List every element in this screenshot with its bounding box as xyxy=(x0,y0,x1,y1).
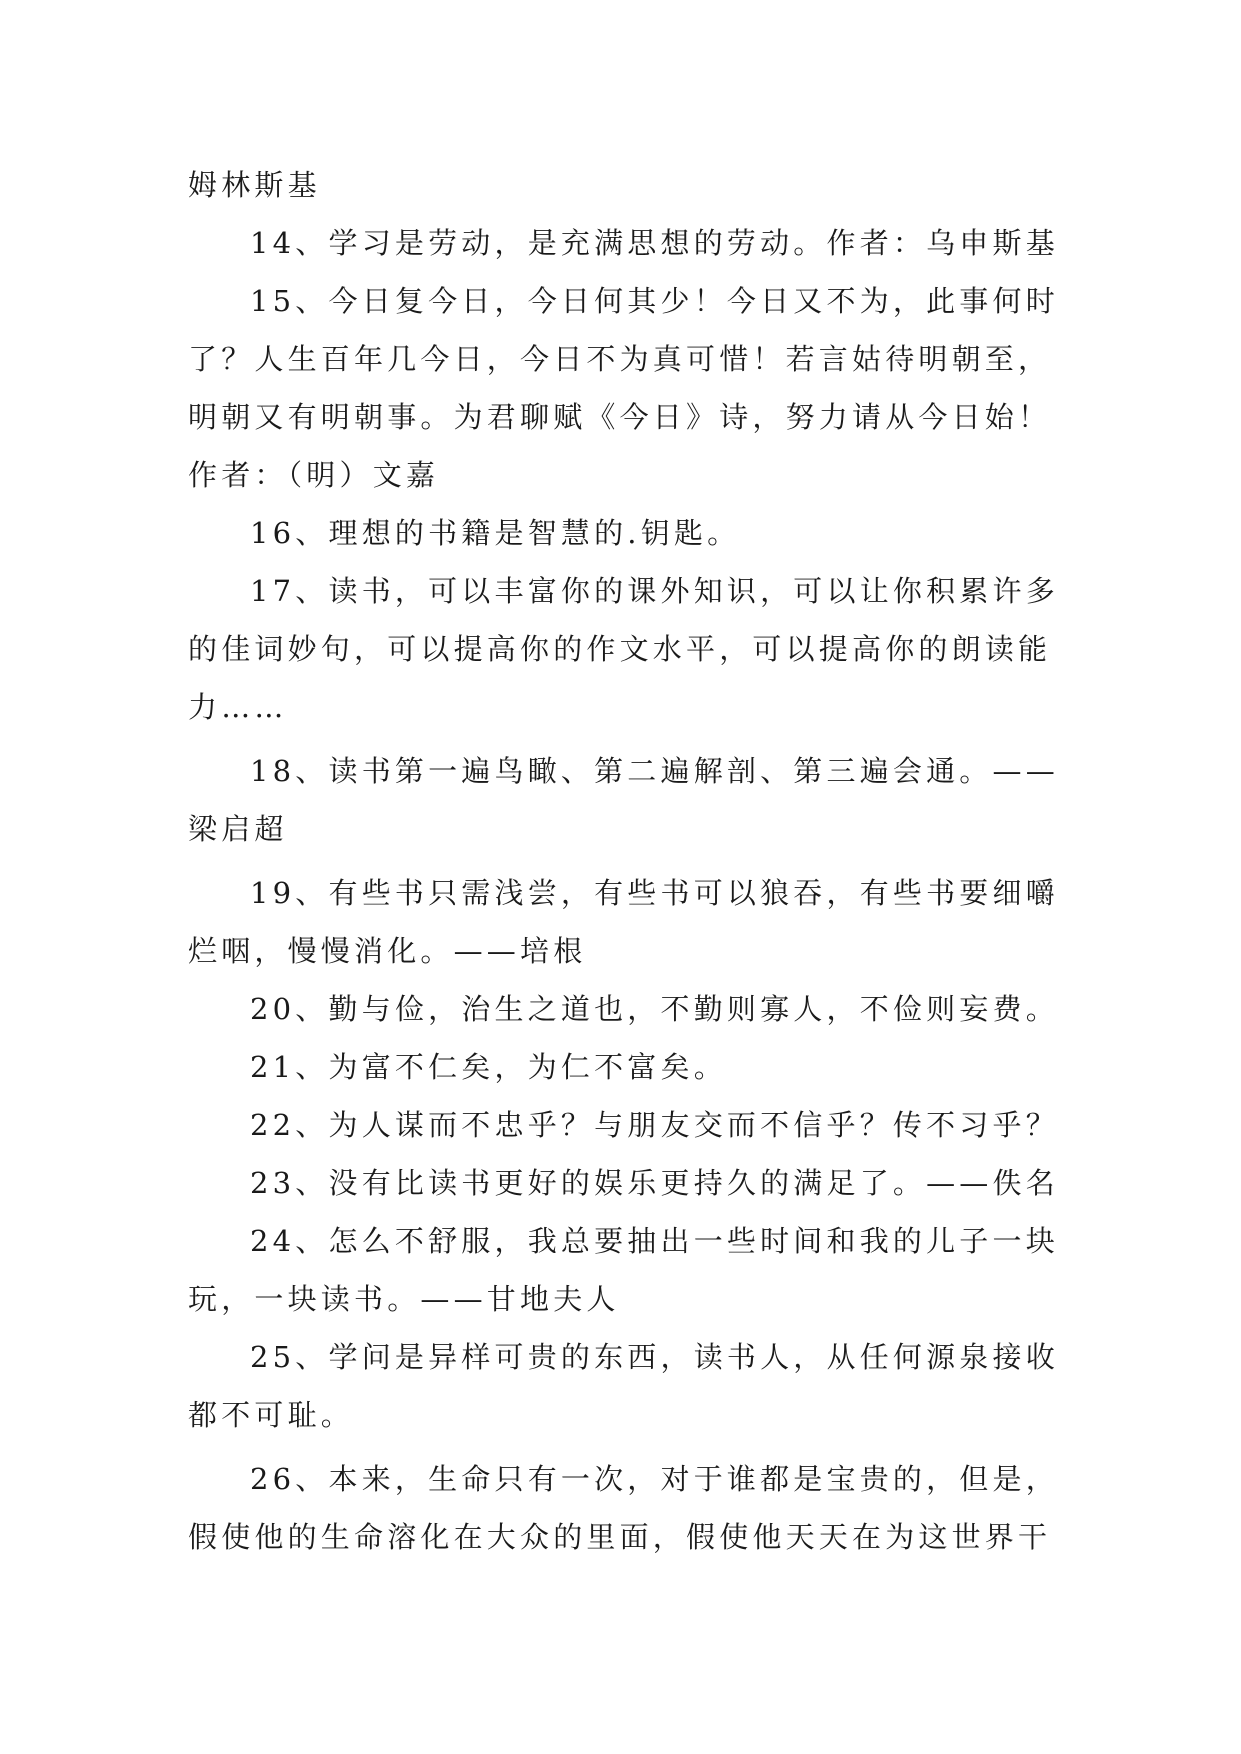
quote-24-cont: 玩，一块读书。——甘地夫人 xyxy=(188,1282,620,1316)
quote-15: 15、今日复今日，今日何其少！今日又不为，此事何时 xyxy=(250,284,1059,318)
quote-19-cont: 烂咽，慢慢消化。——培根 xyxy=(188,934,587,968)
quote-15-cont-1: 了？人生百年几今日，今日不为真可惜！若言姑待明朝至， xyxy=(188,342,1052,376)
quote-19: 19、有些书只需浅尝，有些书可以狼吞，有些书要细嚼 xyxy=(250,876,1059,910)
quote-20: 20、勤与俭，治生之道也，不勤则寡人，不俭则妄费。 xyxy=(250,992,1059,1026)
quote-17-cont-2: 力…… xyxy=(188,690,288,724)
quote-25: 25、学问是异样可贵的东西，读书人，从任何源泉接收 xyxy=(250,1340,1059,1374)
quote-23: 23、没有比读书更好的娱乐更持久的满足了。——佚名 xyxy=(250,1166,1059,1200)
quote-17-cont-1: 的佳词妙句，可以提高你的作文水平，可以提高你的朗读能 xyxy=(188,632,1052,666)
text-line-1: 姆林斯基 xyxy=(188,168,321,202)
quote-25-cont: 都不可耻。 xyxy=(188,1398,355,1432)
quote-16: 16、理想的书籍是智慧的.钥匙。 xyxy=(250,516,741,550)
quote-18-cont: 梁启超 xyxy=(188,812,288,846)
quote-18: 18、读书第一遍鸟瞰、第二遍解剖、第三遍会通。—— xyxy=(250,754,1059,788)
quote-26-cont: 假使他的生命溶化在大众的里面，假使他天天在为这世界干 xyxy=(188,1520,1052,1554)
quote-22: 22、为人谋而不忠乎？与朋友交而不信乎？传不习乎？ xyxy=(250,1108,1059,1142)
quote-14: 14、学习是劳动，是充满思想的劳动。作者：乌申斯基 xyxy=(250,226,1059,260)
quote-26: 26、本来，生命只有一次，对于谁都是宝贵的，但是， xyxy=(250,1462,1059,1496)
quote-21: 21、为富不仁矣，为仁不富矣。 xyxy=(250,1050,727,1084)
document-page xyxy=(188,156,1060,1566)
quote-17: 17、读书，可以丰富你的课外知识，可以让你积累许多 xyxy=(250,574,1059,608)
quote-15-cont-3: 作者：（明）文嘉 xyxy=(188,458,440,492)
quote-24: 24、怎么不舒服，我总要抽出一些时间和我的儿子一块 xyxy=(250,1224,1059,1258)
quote-15-cont-2: 明朝又有明朝事。为君聊赋《今日》诗，努力请从今日始！ xyxy=(188,400,1052,434)
